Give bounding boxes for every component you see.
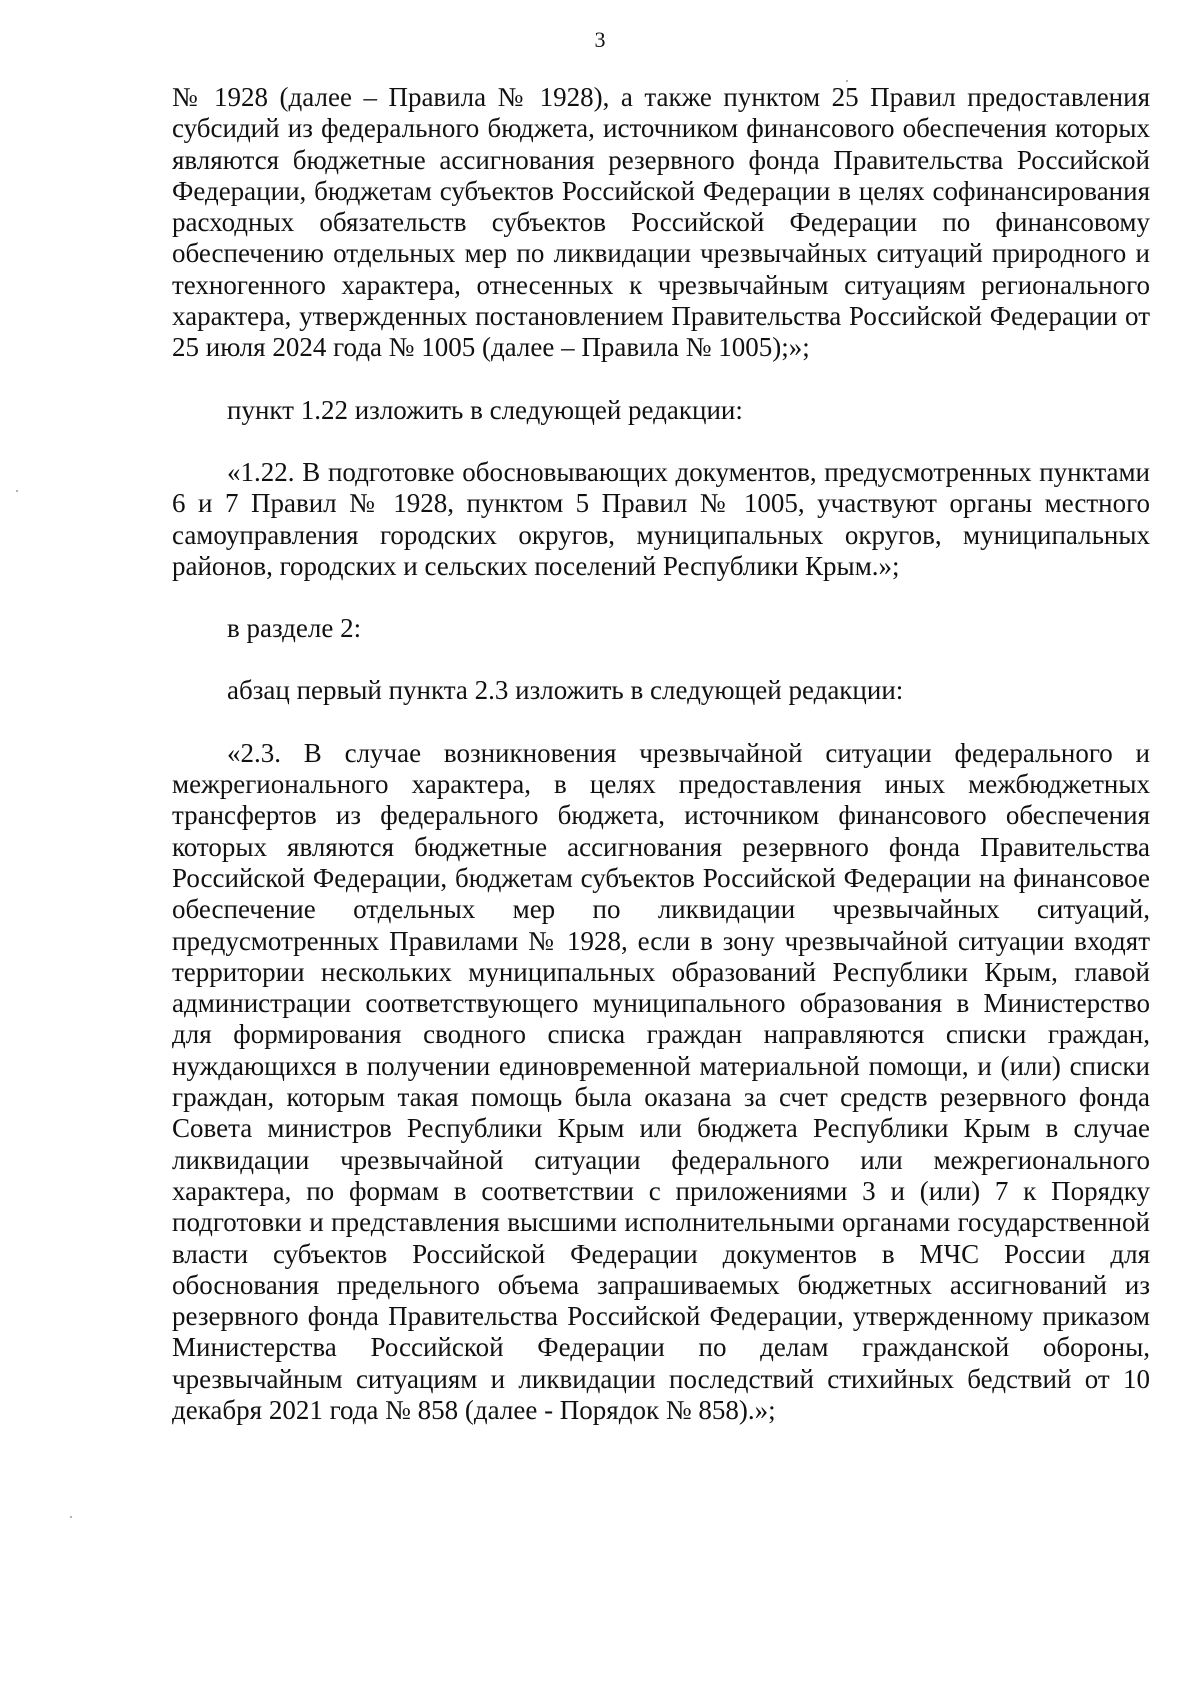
paragraph-section-2: в разделе 2: <box>227 613 362 644</box>
paragraph-continuation-rules-1005: № 1928 (далее – Правила № 1928), а также пунктом 25 Правил предоставления субсидий из федерального бюджета, источником финансового обеспечения которых являются бюджетные ассигнования резервного фонда Правительства Российской Федерации, бюджетам субъектов Российской Федерации в целях софинансирования расходных обязательств субъектов Российской Федерации по финансовому обеспечению отдельных мер по ликвидации чрезвычайных ситуаций природного и техногенного характера, отнесенных к чрезвычайным ситуациям регионального характера, утвержденных постановлением Правительства Российской Федерации от 25 июля 2024 года № 1005 (далее – Правила № 1005);»; <box>172 82 1150 363</box>
scan-speck <box>16 490 18 492</box>
scan-speck <box>846 80 848 82</box>
paragraph-instruction-point-1-22: пункт 1.22 изложить в следующей редакции: <box>227 394 743 425</box>
scan-speck <box>70 1516 72 1518</box>
paragraph-point-1-22-text: «1.22. В подготовке обосновывающих документов, предусмотренных пунктами 6 и 7 Правил № 1928, пунктом 5 Правил № 1005, участвуют органы местного самоуправления городских округов, муниципальных округов, муниципальных районов, городских и сельских поселений Республики Крым.»; <box>172 456 1150 581</box>
paragraph-point-2-3-text: «2.3. В случае возникновения чрезвычайной ситуации федерального и межрегионального характера, в целях предоставления иных межбюджетных трансфертов из федерального бюджета, источником финансового обеспечения которых являются бюджетные ассигнования резервного фонда Правительства Российской Федерации, бюджетам субъектов Российской Федерации на финансовое обеспечение отдельных мер по ликвидации чрезвычайных ситуаций, предусмотренных Правилами № 1928, если в зону чрезвычайной ситуации входят территории нескольких муниципальных образований Республики Крым, главой администрации соответствующего муниципального образования в Министерство для формирования сводного списка граждан направляются списки граждан, нуждающихся в получении единовременной материальной помощи, и (или) списки граждан, которым такая помощь была оказана за счет средств резервного фонда Совета министров Республики Крым или бюджета Республики Крым в случае ликвидации чрезвычайной ситуации федерального или межрегионального характера, по формам в соответствии с приложениями 3 и (или) 7 к Порядку подготовки и представления высшими исполнительными органами государственной власти субъектов Российской Федерации документов в МЧС России для обоснования предельного объема запрашиваемых бюджетных ассигнований из резервного фонда Правительства Российской Федерации, утвержденному приказом Министерства Российской Федерации по делам гражданской обороны, чрезвычайным ситуациям и ликвидации последствий стихийных бедствий от 10 декабря 2021 года № 858 (далее - Порядок № 858).»; <box>172 737 1150 1425</box>
document-body <box>172 82 1150 1426</box>
paragraph-instruction-point-2-3: абзац первый пункта 2.3 изложить в следующей редакции: <box>227 675 904 706</box>
page-number: 3 <box>594 27 606 52</box>
